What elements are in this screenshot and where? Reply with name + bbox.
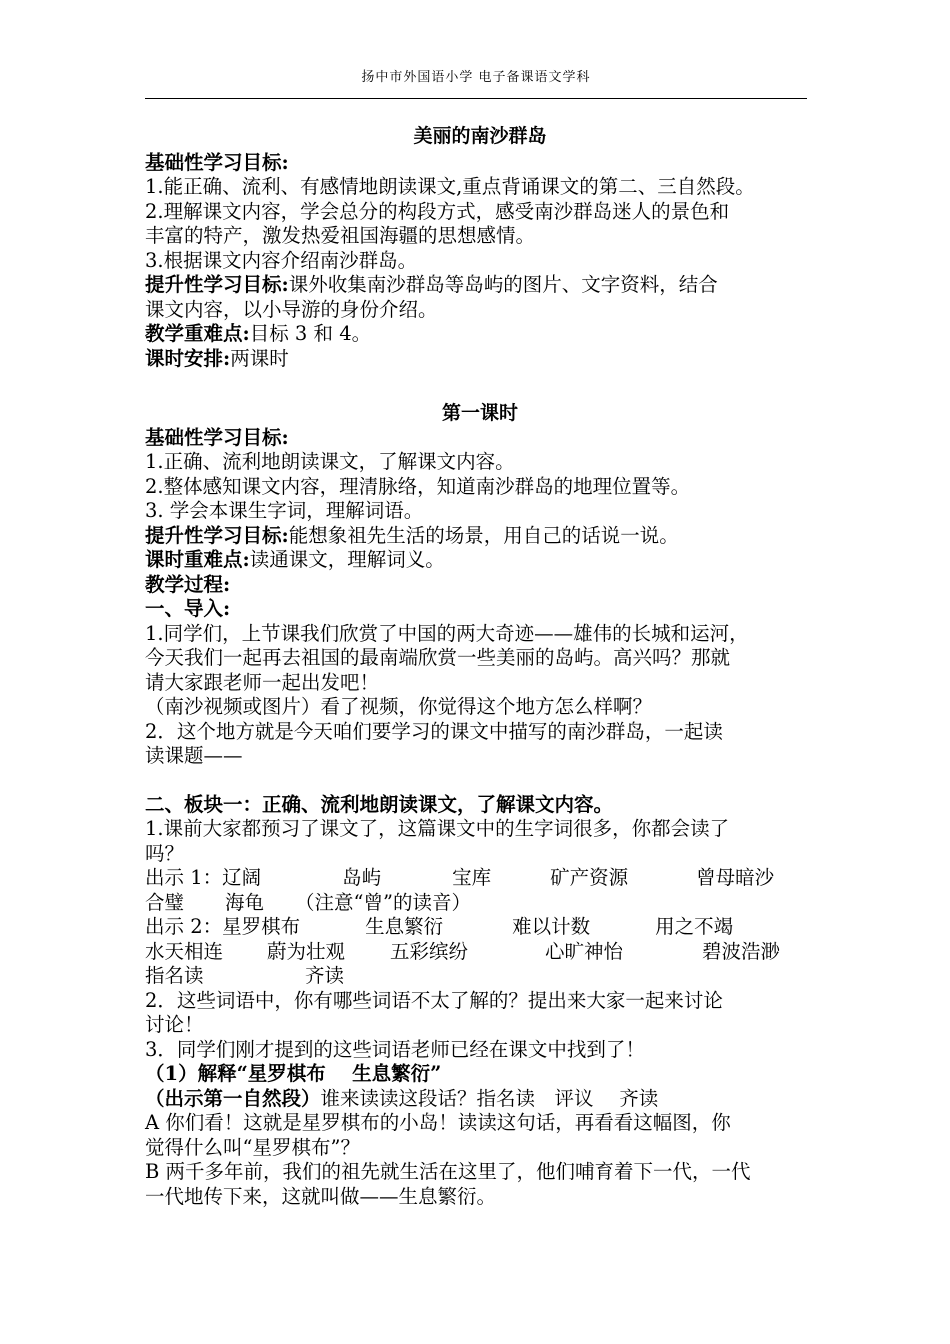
explain-show-label: （出示第一自然段） xyxy=(145,1086,321,1110)
lesson-advanced-label: 提升性学习目标: xyxy=(145,523,289,547)
explain-show-text: 谁来读读这段话？指名读 评议 齐读 xyxy=(320,1086,659,1110)
lesson-basic-goal-line: 3. 学会本课生字词，理解词语。 xyxy=(145,499,424,522)
block1-line: 讨论！ xyxy=(145,1013,204,1036)
basic-goals-label: 基础性学习目标: xyxy=(145,150,289,174)
vocab-word: 难以计数 xyxy=(512,915,591,938)
difficulty-text: 目标 3 和 4。 xyxy=(249,322,372,345)
vocab-word: 心旷神怡 xyxy=(545,939,624,963)
intro-line: 1.同学们，上节课我们欣赏了中国的两大奇迹——雄伟的长城和运河， xyxy=(145,621,749,645)
document-title: 美丽的南沙群岛 xyxy=(413,125,547,147)
lesson-advanced-text: 能想象祖先生活的场景，用自己的话说一说。 xyxy=(288,523,679,547)
vocab-word: 岛屿 xyxy=(342,866,382,889)
read-mode: 齐读 xyxy=(305,964,345,987)
vocab-word: 用之不竭 xyxy=(655,915,734,938)
vocab-word: 星罗棋布 xyxy=(222,915,301,938)
read-mode: 指名读 xyxy=(145,964,204,987)
schedule-label: 课时安排: xyxy=(145,346,231,370)
vocab-note: （注意“曾”的读音） xyxy=(295,890,471,914)
header-divider xyxy=(145,98,807,99)
block1-line: 2．这些词语中，你有哪些词语不太了解的？提出来大家一起来讨论 xyxy=(145,988,723,1012)
advanced-goals-label: 提升性学习目标: xyxy=(145,273,289,296)
basic-goal-line: 1.能正确、流利、有感情地朗读课文,重点背诵课文的第二、三自然段。 xyxy=(145,175,755,198)
vocab-word: 矿产资源 xyxy=(550,866,629,889)
intro-line: 读课题—— xyxy=(145,744,243,767)
document-body xyxy=(145,124,815,1209)
vocab-word: 宝库 xyxy=(452,866,492,889)
schedule-text: 两课时 xyxy=(230,346,289,370)
lesson-title: 第一课时 xyxy=(441,402,518,424)
explain-title: （1）解释“星罗棋布 生息繁衍” xyxy=(145,1062,442,1085)
intro-label: 一、导入: xyxy=(145,597,231,620)
page-header: 扬中市外国语小学 电子备课语文学科 xyxy=(361,70,591,85)
show2-row xyxy=(145,915,815,940)
block1-line: 3．同学们刚才提到的这些词语老师已经在课文中找到了！ xyxy=(145,1037,645,1061)
block1-label: 二、板块一：正确、流利地朗读课文，了解课文内容。 xyxy=(145,792,614,816)
intro-line: 今天我们一起再去祖国的最南端欣赏一些美丽的岛屿。高兴吗？那就 xyxy=(145,646,731,669)
vocab-word: 曾母暗沙 xyxy=(696,866,775,889)
difficulty-label: 教学重难点: xyxy=(145,322,250,345)
lesson-difficulty-label: 课时重难点: xyxy=(145,548,250,571)
lesson-difficulty-text: 读通课文，理解词义。 xyxy=(249,548,445,571)
basic-goal-line: 3.根据课文内容介绍南沙群岛。 xyxy=(145,248,418,272)
intro-line: （南沙视频或图片）看了视频，你觉得这个地方怎么样啊？ xyxy=(145,695,653,718)
vocab-word: 海龟 xyxy=(225,890,265,914)
basic-goal-line: 丰富的特产，激发热爱祖国海疆的思想感情。 xyxy=(145,224,536,247)
advanced-goal-text: 课文内容，以小导游的身份介绍。 xyxy=(145,297,438,321)
lesson-basic-goal-line: 1.正确、流利地朗读课文，了解课文内容。 xyxy=(145,450,515,473)
show1-row xyxy=(145,866,815,891)
intro-line: 2．这个地方就是今天咱们要学习的课文中描写的南沙群岛，一起读 xyxy=(145,719,723,743)
vocab-word: 生息繁衍 xyxy=(365,915,444,938)
lesson-basic-goal-line: 2.整体感知课文内容，理清脉络，知道南沙群岛的地理位置等。 xyxy=(145,474,691,498)
process-label: 教学过程: xyxy=(145,572,231,596)
explain-line: A 你们看！这就是星罗棋布的小岛！读读这句话，再看看这幅图，你 xyxy=(145,1111,731,1134)
explain-line: B 两千多年前，我们的祖先就生活在这里了，他们哺育着下一代，一代 xyxy=(145,1160,751,1183)
vocab-word: 蔚为壮观 xyxy=(267,939,346,963)
vocab-word: 水天相连 xyxy=(145,939,224,963)
vocab-word: 五彩缤纷 xyxy=(390,939,469,963)
read-row xyxy=(145,964,815,989)
basic-goal-line: 2.理解课文内容，学会总分的构段方式，感受南沙群岛迷人的景色和 xyxy=(145,199,730,223)
show1-label: 出示 1： xyxy=(145,866,223,889)
show2-row2 xyxy=(145,940,815,965)
intro-line: 请大家跟老师一起出发吧！ xyxy=(145,670,380,694)
vocab-word: 合璧 xyxy=(145,890,185,914)
block1-line: 1.课前大家都预习了课文了，这篇课文中的生字词很多，你都会读了 xyxy=(145,817,730,840)
vocab-word: 碧波浩渺 xyxy=(702,939,781,963)
explain-line: 觉得什么叫“星罗棋布”？ xyxy=(145,1135,360,1159)
lesson-basic-goals-label: 基础性学习目标: xyxy=(145,425,289,449)
block1-line: 吗？ xyxy=(145,841,185,865)
explain-line: 一代地传下来，这就叫做——生息繁衍。 xyxy=(145,1184,497,1208)
show1-row2 xyxy=(145,891,815,916)
show2-label: 出示 2： xyxy=(145,915,223,938)
vocab-word: 辽阔 xyxy=(222,866,262,889)
advanced-goal-text: 课外收集南沙群岛等岛屿的图片、文字资料，结合 xyxy=(288,273,718,296)
